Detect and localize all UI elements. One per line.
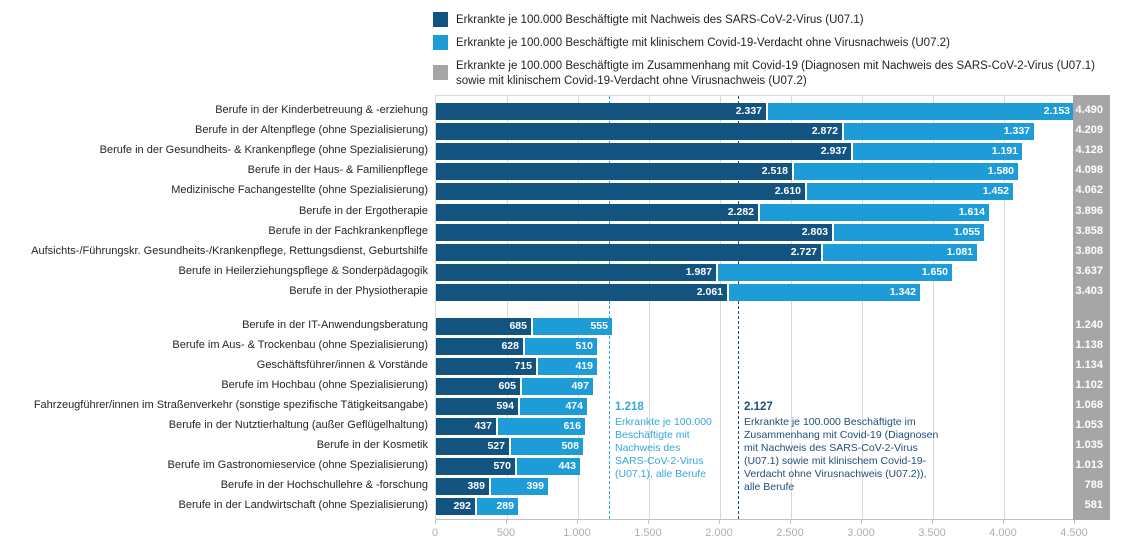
category-label: Berufe in der IT-Anwendungsberatung	[242, 318, 428, 331]
bar-segment-u071: 437	[436, 418, 498, 435]
total-value: 3.637	[1075, 264, 1103, 277]
bar-segment-u071: 2.872	[436, 123, 844, 140]
category-label: Berufe in Heilerziehungspflege & Sonderpädagogik	[178, 264, 428, 277]
reference-annotation	[744, 400, 940, 494]
x-tick-mark	[1003, 520, 1004, 524]
category-label: Medizinische Fachangestellte (ohne Spezialisierung)	[171, 184, 428, 197]
total-value: 581	[1084, 499, 1103, 512]
x-tick-label: 2.000	[705, 527, 733, 539]
bar-segment-u072: 289	[477, 498, 518, 515]
x-tick-label: 2.500	[776, 527, 804, 539]
total-value: 788	[1084, 479, 1103, 492]
bar-segment-u071: 570	[436, 458, 517, 475]
bar-segment-u072: 2.153	[768, 103, 1074, 120]
totals-band	[1073, 95, 1110, 520]
category-label: Fahrzeugführer/innen im Straßenverkehr (sonstige spezifische Tätigkeitsangabe)	[33, 398, 428, 411]
category-label: Berufe im Gastronomieservice (ohne Spezialisierung)	[167, 459, 428, 472]
category-label: Geschäftsführer/innen & Vorstände	[256, 358, 428, 371]
total-value: 1.013	[1075, 459, 1103, 472]
bar-segment-u071: 1.987	[436, 264, 718, 281]
x-tick-mark	[932, 520, 933, 524]
total-value: 3.403	[1075, 284, 1103, 297]
bar-segment-u072: 1.452	[807, 183, 1013, 200]
x-tick-mark	[577, 520, 578, 524]
category-label: Berufe in der Gesundheits- & Krankenpflege (ohne Spezialisierung)	[99, 144, 428, 157]
category-label: Berufe in der Haus- & Familienpflege	[247, 164, 428, 177]
bar-segment-u072: 419	[538, 358, 597, 375]
bar-segment-u071: 2.282	[436, 204, 760, 221]
bar-segment-u071: 715	[436, 358, 538, 375]
total-value: 4.098	[1075, 164, 1103, 177]
reference-text: Erkrankte je 100.000 Beschäftigte im Zusammenhang mit Covid-19 (Diagnosen mit Nachweis des SARS-CoV-2-Virus (U07.1) sowie mit klinischem Covid-19-Verdacht ohne Virusnachweis (U07.2)), alle Berufe	[744, 416, 939, 493]
total-value: 1.035	[1075, 439, 1103, 452]
reference-value: 1.218	[615, 401, 644, 413]
legend-swatch-gray-icon	[433, 65, 448, 80]
total-value: 4.209	[1075, 124, 1103, 137]
x-tick-mark	[861, 520, 862, 524]
bar-segment-u071: 594	[436, 398, 520, 415]
legend-swatch-dark-blue-icon	[433, 12, 448, 27]
bar-segment-u071: 2.518	[436, 163, 794, 180]
bar-segment-u071: 605	[436, 378, 522, 395]
category-label: Berufe in der Kosmetik	[316, 439, 428, 452]
bar-segment-u071: 2.937	[436, 143, 853, 160]
category-label: Berufe in der Nutztierhaltung (außer Geflügelhaltung)	[168, 419, 428, 431]
category-label: Berufe in der Ergotherapie	[298, 204, 428, 217]
reference-annotation	[615, 400, 715, 481]
bar-segment-u072: 443	[517, 458, 580, 475]
x-tick-mark	[1074, 520, 1075, 524]
bar-segment-u072: 1.191	[853, 143, 1022, 160]
bar-segment-u071: 292	[436, 498, 477, 515]
category-label: Berufe im Aus- & Trockenbau (ohne Spezialisierung)	[172, 338, 428, 351]
total-value: 1.240	[1075, 318, 1103, 331]
total-value: 1.102	[1075, 378, 1103, 391]
total-value: 1.134	[1075, 358, 1103, 371]
bar-segment-u071: 389	[436, 478, 491, 495]
total-value: 4.062	[1075, 184, 1103, 197]
total-value: 4.128	[1075, 144, 1103, 157]
bar-segment-u071: 628	[436, 338, 525, 355]
bar-segment-u071: 2.803	[436, 224, 834, 241]
x-tick-label: 4.500	[1060, 527, 1088, 539]
bar-segment-u071: 527	[436, 438, 511, 455]
total-value: 3.858	[1075, 224, 1103, 237]
total-value: 1.068	[1075, 398, 1103, 411]
bar-segment-u071: 2.337	[436, 103, 768, 120]
total-value: 1.138	[1075, 338, 1103, 351]
x-tick-mark	[506, 520, 507, 524]
x-tick-label: 3.500	[918, 527, 946, 539]
reference-value: 2.127	[744, 401, 773, 413]
x-tick-mark	[435, 520, 436, 524]
bar-segment-u072: 1.650	[718, 264, 952, 281]
bar-segment-u072: 474	[520, 398, 587, 415]
x-tick-label: 3.000	[847, 527, 875, 539]
bar-segment-u072: 555	[533, 318, 612, 335]
legend-label: Erkrankte je 100.000 Beschäftigte im Zusammenhang mit Covid-19 (Diagnosen mit Nachweis des SARS-CoV-2-Virus (U07.1) sowie mit klinischem Covid-19-Verdacht ohne Virusnachweis (U07.2)	[456, 60, 1095, 87]
total-value: 1.053	[1075, 419, 1103, 431]
bar-segment-u072: 1.614	[760, 204, 989, 221]
category-label: Berufe in der Kinderbetreuung & -erziehung	[215, 104, 428, 116]
x-tick-mark	[790, 520, 791, 524]
x-tick-label: 0	[431, 527, 439, 539]
category-label: Berufe im Hochbau (ohne Spezialisierung)	[221, 378, 428, 391]
x-tick-label: 500	[496, 527, 516, 539]
bar-segment-u072: 510	[525, 338, 597, 355]
bar-segment-u072: 508	[511, 438, 583, 455]
bar-segment-u072: 399	[491, 478, 548, 495]
bar-segment-u072: 1.337	[844, 123, 1034, 140]
category-label: Berufe in der Fachkrankenpflege	[268, 224, 428, 237]
legend-swatch-light-blue-icon	[433, 35, 448, 50]
bar-segment-u071: 2.727	[436, 244, 823, 261]
x-tick-label: 1.500	[634, 527, 662, 539]
bar-segment-u072: 616	[498, 418, 585, 435]
category-label: Berufe in der Hochschullehre & -forschung	[220, 479, 428, 492]
x-tick-mark	[719, 520, 720, 524]
category-label: Berufe in der Physiotherapie	[289, 284, 428, 297]
legend-label: Erkrankte je 100.000 Beschäftigte mit klinischem Covid-19-Verdacht ohne Virusnachweis (U07.2)	[456, 37, 950, 49]
plot-area	[435, 95, 1074, 520]
reference-text: Erkrankte je 100.000 Beschäftigte mit Nachweis des SARS-CoV-2-Virus (U07.1), alle Berufe	[615, 416, 712, 480]
bar-segment-u071: 685	[436, 318, 533, 335]
bar-segment-u072: 1.055	[834, 224, 984, 241]
category-label: Berufe in der Landwirtschaft (ohne Spezialisierung)	[178, 499, 428, 512]
total-value: 3.808	[1075, 244, 1103, 257]
bar-segment-u071: 2.061	[436, 284, 729, 301]
bar-segment-u072: 497	[522, 378, 593, 395]
legend-label: Erkrankte je 100.000 Beschäftigte mit Nachweis des SARS-CoV-2-Virus (U07.1)	[456, 14, 864, 26]
x-tick-mark	[648, 520, 649, 524]
total-value: 3.896	[1075, 204, 1103, 217]
category-label: Berufe in der Altenpflege (ohne Spezialisierung)	[195, 124, 428, 137]
x-tick-label: 4.000	[989, 527, 1017, 539]
category-label: Aufsichts-/Führungskr. Gesundheits-/Krankenpflege, Rettungsdienst, Geburtshilfe	[31, 244, 428, 257]
x-tick-label: 1.000	[563, 527, 591, 539]
bar-segment-u072: 1.342	[729, 284, 920, 301]
bar-segment-u072: 1.580	[794, 163, 1018, 180]
bar-segment-u072: 1.081	[823, 244, 977, 261]
total-value: 4.490	[1075, 104, 1103, 116]
bar-segment-u071: 2.610	[436, 183, 807, 200]
